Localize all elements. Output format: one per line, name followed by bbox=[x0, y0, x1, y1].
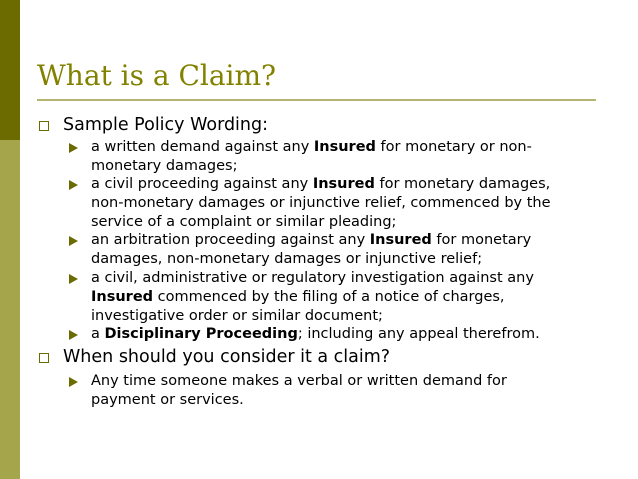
text-run: for monetary or non- bbox=[375, 139, 532, 155]
list-item-line: investigative order or similar document; bbox=[91, 308, 383, 324]
text-run: a bbox=[91, 326, 105, 342]
bullet-sample-policy-wording: Sample Policy Wording: bbox=[63, 115, 269, 135]
hollow-square-bullet-icon bbox=[39, 121, 49, 131]
triangle-bullet-icon bbox=[69, 236, 78, 246]
list-item bbox=[91, 138, 616, 176]
list-item-line: a civil, administrative or regulatory investigation against any bbox=[91, 270, 534, 286]
text-run: for monetary bbox=[431, 232, 532, 248]
disciplinary-proceeding-term: Disciplinary Proceeding bbox=[104, 326, 298, 342]
text-run: commenced by the filing of a notice of charges, bbox=[153, 289, 505, 305]
insured-term: Insured bbox=[369, 232, 432, 248]
list-item bbox=[91, 231, 616, 269]
list-item-line bbox=[91, 325, 616, 344]
triangle-bullet-icon bbox=[69, 377, 78, 387]
triangle-bullet-icon bbox=[69, 274, 78, 284]
list-item-line bbox=[91, 288, 616, 307]
list-item-line: payment or services. bbox=[91, 392, 244, 408]
list-item bbox=[91, 325, 616, 344]
insured-term: Insured bbox=[313, 139, 376, 155]
list-item-line: monetary damages; bbox=[91, 158, 238, 174]
triangle-bullet-icon bbox=[69, 330, 78, 340]
text-run: a written demand against any bbox=[91, 139, 314, 155]
list-item bbox=[91, 372, 616, 410]
list-item bbox=[91, 175, 616, 232]
list-item-line: Any time someone makes a verbal or written demand for bbox=[91, 373, 507, 389]
bullet-when-consider-claim: When should you consider it a claim? bbox=[63, 347, 391, 367]
hollow-square-bullet-icon bbox=[39, 353, 49, 363]
triangle-bullet-icon bbox=[69, 143, 78, 153]
insured-term: Insured bbox=[312, 176, 375, 192]
list-item-line bbox=[91, 231, 616, 250]
text-run: an arbitration proceeding against any bbox=[91, 232, 370, 248]
slide-title: What is a Claim? bbox=[37, 59, 277, 92]
list-item-line: non-monetary damages or injunctive relief, commenced by the bbox=[91, 195, 551, 211]
list-item-line: damages, non-monetary damages or injunctive relief; bbox=[91, 251, 483, 267]
list-item-line: service of a complaint or similar pleading; bbox=[91, 214, 397, 230]
triangle-bullet-icon bbox=[69, 180, 78, 190]
insured-term: Insured bbox=[91, 289, 154, 305]
list-item bbox=[91, 269, 616, 326]
list-item-line bbox=[91, 175, 616, 194]
text-run: for monetary damages, bbox=[374, 176, 551, 192]
text-run: ; including any appeal therefrom. bbox=[297, 326, 540, 342]
list-item-line bbox=[91, 138, 616, 157]
text-run: a civil proceeding against any bbox=[91, 176, 313, 192]
